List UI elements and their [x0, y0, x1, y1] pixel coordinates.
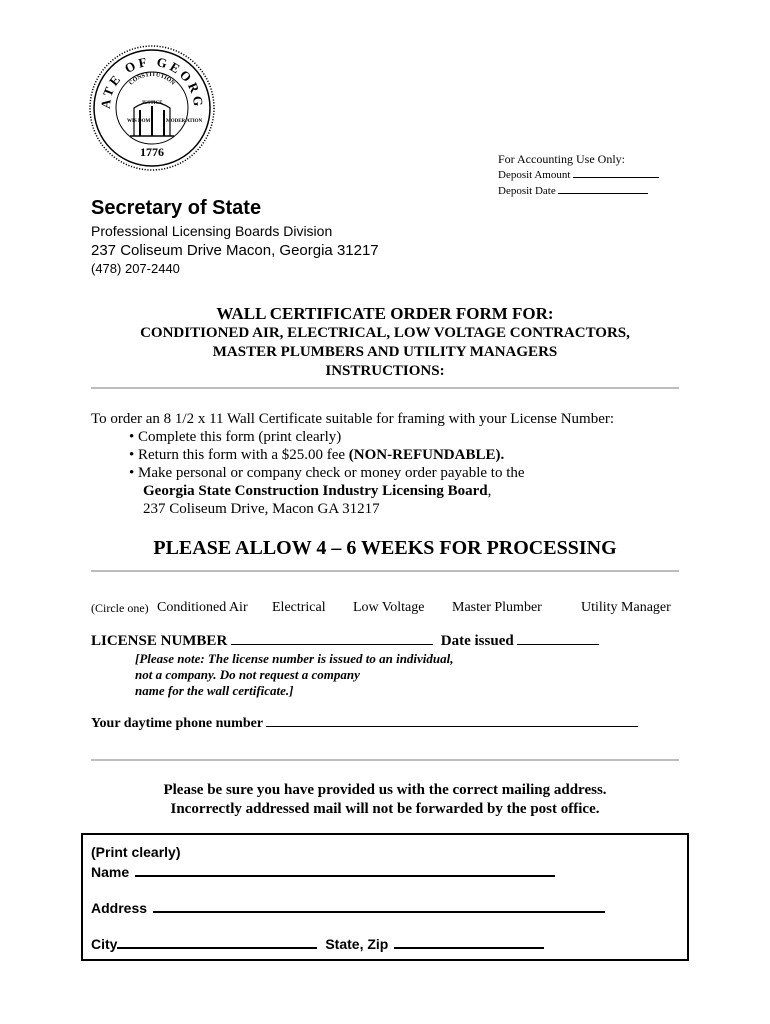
instruction-bullet-2 [91, 446, 614, 464]
bullet-2-text: • Return this form with a $25.00 fee [129, 447, 349, 463]
instructions [91, 410, 614, 518]
license-note-line1: [Please note: The license number is issued to an individual, [135, 651, 454, 666]
option-master-plumber[interactable]: Master Plumber [452, 600, 542, 615]
form-heading [0, 303, 770, 381]
phone-label: Your daytime phone number [91, 716, 263, 731]
address-label: Address [91, 900, 148, 916]
phone-field[interactable] [266, 726, 638, 727]
seal-year: 1776 [140, 145, 164, 159]
payee-comma: , [487, 483, 492, 499]
license-number-label: LICENSE NUMBER [91, 633, 228, 649]
address-row [91, 896, 605, 917]
office-division: Professional Licensing Boards Division [91, 223, 333, 239]
license-note-line2: not a company. Do not request a company [135, 667, 360, 682]
divider [91, 570, 679, 572]
address-box [81, 833, 689, 961]
city-state-row [91, 932, 544, 953]
office-phone: (478) 207-2440 [91, 261, 180, 276]
option-low-voltage[interactable]: Low Voltage [353, 600, 425, 615]
license-type-row [91, 598, 671, 619]
phone-row [91, 715, 638, 733]
deposit-date-label: Deposit Date [498, 185, 556, 197]
heading-line1: WALL CERTIFICATE ORDER FORM FOR: [216, 304, 554, 323]
deposit-date-row [498, 183, 659, 199]
state-seal [88, 44, 216, 172]
payee-row [91, 482, 614, 500]
date-issued-label: Date issued [440, 633, 514, 649]
mailing-notice [0, 781, 770, 819]
license-number-field[interactable] [231, 644, 433, 645]
accounting-title: For Accounting Use Only: [498, 152, 625, 166]
option-utility-manager[interactable]: Utility Manager [581, 600, 671, 615]
instruction-bullet-3: • Make personal or company check or money order payable to the [129, 465, 525, 481]
office-title: Secretary of State [91, 197, 262, 219]
option-conditioned-air[interactable]: Conditioned Air [157, 600, 248, 615]
accounting-block [498, 151, 659, 199]
seal-icon [88, 44, 216, 172]
heading-line4: INSTRUCTIONS: [325, 363, 445, 379]
city-label: City [91, 936, 118, 952]
heading-line2: CONDITIONED AIR, ELECTRICAL, LOW VOLTAGE CONTRACTORS, [140, 325, 630, 341]
processing-notice: PLEASE ALLOW 4 – 6 WEEKS FOR PROCESSING [153, 537, 617, 559]
license-note [135, 651, 454, 699]
license-note-line3: name for the wall certificate.] [135, 683, 294, 698]
license-row [91, 631, 599, 651]
payee-name: Georgia State Construction Industry Licensing Board [143, 483, 488, 499]
seal-motto-left: WIS DOM [127, 119, 151, 124]
seal-inner-text: CONSTITUTION [128, 71, 176, 87]
office-block [91, 196, 379, 277]
city-field[interactable] [117, 932, 317, 949]
deposit-amount-row [498, 167, 659, 183]
date-issued-field[interactable] [517, 644, 599, 645]
deposit-date-field[interactable] [558, 193, 648, 194]
deposit-amount-field[interactable] [573, 177, 659, 178]
print-clearly-label: (Print clearly) [91, 844, 181, 860]
instructions-intro: To order an 8 1/2 x 11 Wall Certificate suitable for framing with your License Number: [91, 411, 615, 427]
mailing-line2: Incorrectly addressed mail will not be forwarded by the post office. [170, 801, 600, 817]
option-electrical[interactable]: Electrical [272, 600, 326, 615]
address-field[interactable] [153, 896, 605, 913]
name-field[interactable] [135, 860, 555, 877]
circle-one-label: (Circle one) [91, 601, 149, 615]
seal-outer-text: ATE OF GEORG [97, 53, 207, 110]
payee-address: 237 Coliseum Drive, Macon GA 31217 [143, 501, 380, 517]
name-row [91, 860, 555, 881]
state-zip-label: State, Zip [325, 936, 389, 952]
seal-motto-right: MODER ATION [166, 119, 203, 124]
seal-motto-center: JUSTICE [141, 101, 163, 106]
non-refundable-text: (NON-REFUNDABLE). [348, 447, 505, 463]
name-label: Name [91, 864, 130, 880]
heading-line3: MASTER PLUMBERS AND UTILITY MANAGERS [212, 344, 558, 360]
office-address: 237 Coliseum Drive Macon, Georgia 31217 [91, 242, 379, 259]
deposit-amount-label: Deposit Amount [498, 169, 571, 181]
divider [91, 387, 679, 389]
state-zip-field[interactable] [394, 932, 544, 949]
divider [91, 759, 679, 761]
mailing-line1: Please be sure you have provided us with the correct mailing address. [163, 782, 607, 798]
instruction-bullet-1: • Complete this form (print clearly) [129, 429, 342, 445]
